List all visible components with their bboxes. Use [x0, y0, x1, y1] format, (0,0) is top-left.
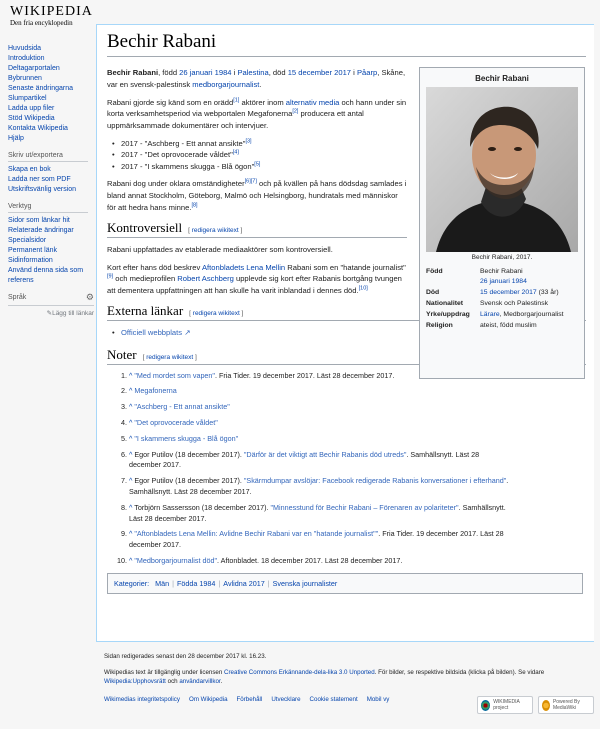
edit-label[interactable]: redigera wikitext — [146, 353, 194, 361]
terms-link[interactable]: användarvillkor — [179, 678, 221, 685]
infobox-label: Religion — [426, 321, 453, 329]
reference-link[interactable]: [10] — [358, 285, 368, 292]
controversy-body — [107, 244, 407, 297]
edit-section-link[interactable]: [ redigera wikitext ] — [142, 353, 197, 361]
section-title: Externa länkar — [107, 303, 184, 319]
list-item — [129, 386, 509, 397]
text-span: , död — [268, 68, 288, 77]
list-item — [129, 503, 509, 525]
sidebar-language-header — [8, 292, 94, 306]
divider: | — [172, 578, 175, 588]
sidebar-item-utskrift[interactable]: Utskriftsvänlig version — [8, 186, 77, 193]
portrait-image[interactable] — [426, 87, 578, 252]
note-link[interactable]: "Aftonbladets Lena Mellin: Avlidne Bechir Rabani var en "hatande journalist"" — [134, 529, 379, 539]
backlink-caret[interactable]: ^ — [129, 402, 135, 412]
list-item — [121, 161, 407, 173]
controversy-paragraph-1: Rabani uppfattades av etablerade mediaaktörer som kontroversiell. — [107, 244, 333, 254]
main-content — [96, 24, 594, 642]
infobox-age: (33 år) — [536, 288, 559, 296]
work-title: 2017 - "Aschberg - Ett annat ansikte" — [121, 138, 246, 148]
sidebar-item-pdf[interactable]: Ladda ner som PDF — [8, 176, 71, 183]
wikimedia-logo-icon — [481, 700, 490, 711]
intro-paragraph — [107, 67, 407, 91]
backlink-caret[interactable]: ^ — [129, 529, 135, 539]
infobox-value: ateist, född muslim — [480, 321, 537, 329]
infobox-label: Född — [426, 267, 443, 275]
death-date-link[interactable]: 15 december 2017 — [287, 68, 352, 77]
birth-date-link[interactable]: 26 januari 1984 — [179, 68, 232, 77]
gear-icon[interactable]: ⚙ — [85, 292, 94, 302]
sidebar-item-specialsidor[interactable]: Specialsidor — [8, 237, 47, 244]
sidebar-item-huvudsida[interactable]: Huvudsida — [8, 45, 42, 52]
section-title: Kontroversiell — [107, 219, 183, 235]
infobox-birth-date-link[interactable]: 26 januari 1984 — [480, 277, 527, 285]
notes-list — [129, 371, 509, 567]
text-span: Wikipedias text är tillgänglig under licensen — [104, 669, 225, 676]
category-link[interactable]: Avlidna 2017 — [223, 578, 265, 588]
note-source: . Fria Tider. 19 december 2017. Läst 28 december 2017. — [129, 529, 504, 550]
note-link[interactable]: "I skammens skugga - Blå ögon" — [134, 433, 239, 443]
sidebar-heading-print[interactable]: Skriv ut/exportera — [8, 152, 88, 162]
footer-link-about[interactable]: Om Wikipedia — [189, 696, 228, 703]
reference-link[interactable]: [4] — [232, 149, 239, 156]
divider: | — [267, 578, 270, 588]
footer-link-disclaimer[interactable]: Förbehåll — [236, 696, 263, 703]
backlink-caret[interactable]: ^ — [129, 370, 135, 380]
external-links-list — [121, 327, 586, 339]
note-link[interactable]: "Medborgarjournalist död" — [134, 555, 217, 565]
footer-badges — [477, 696, 594, 714]
backlink-caret[interactable]: ^ — [129, 386, 135, 396]
list-item — [129, 556, 509, 567]
text-span: , född — [158, 68, 180, 77]
note-link[interactable]: "Därför är det viktigt att Bechir Rabanis död utreds" — [243, 449, 407, 459]
edit-label[interactable]: redigera wikitext — [191, 226, 239, 234]
sidebar-item-skapa-bok[interactable]: Skapa en bok — [8, 166, 51, 173]
note-link[interactable]: "Aschberg - Ett annat ansikte" — [134, 402, 230, 412]
death-place-link[interactable]: Påarp — [356, 68, 378, 77]
logo-subtitle: Den fria encyklopedin — [10, 19, 73, 27]
note-link[interactable]: "Med mordet som vapen" — [134, 370, 215, 380]
work-title: 2017 - "I skammens skugga - Blå ögon" — [121, 161, 255, 171]
list-item — [129, 434, 509, 445]
page-title: Bechir Rabani — [107, 31, 586, 57]
categories-label-link[interactable]: Kategorier: — [114, 578, 150, 588]
edit-section-link[interactable]: [ redigera wikitext ] — [189, 310, 244, 318]
text-span: Rabani gjorde sig känd som en orädd — [107, 97, 234, 107]
sidebar-nav — [8, 44, 96, 144]
controversy-paragraph-2 — [107, 262, 407, 297]
footer-link-cookie[interactable]: Cookie statement — [309, 696, 358, 703]
infobox-value — [478, 287, 580, 298]
infobox-label: Död — [426, 288, 440, 296]
note-author: Egor Putilov (18 december 2017). — [134, 476, 244, 486]
sidebar-item-sidinformation[interactable]: Sidinformation — [8, 257, 53, 264]
text-span: och hann under sin korta verksamhetsperiod via webportalen Megafonerna — [107, 97, 407, 119]
infobox-row-nationalitet — [424, 298, 580, 309]
sidebar-item-kontakta[interactable]: Kontakta Wikipedia — [8, 125, 68, 132]
note-link[interactable]: "Minnesstund för Bechir Rabani – Förenaren av polariteter" — [270, 502, 459, 512]
reference-link[interactable]: [6][7] — [244, 178, 257, 185]
backlink-caret[interactable]: ^ — [129, 476, 135, 486]
reference-link[interactable]: [9] — [107, 273, 114, 280]
works-list — [121, 138, 407, 173]
logo-title: WIKIPEDIA — [10, 4, 93, 19]
infobox-title: Bechir Rabani — [475, 74, 529, 83]
list-item — [121, 149, 407, 161]
badge-label: WIKIMEDIA project — [493, 699, 520, 711]
infobox-caption: Bechir Rabani, 2017. — [471, 254, 533, 261]
infobox-birth-name: Bechir Rabani — [480, 267, 523, 275]
sidebar — [8, 44, 96, 317]
list-item — [129, 402, 509, 413]
infobox-larare-link[interactable]: Lärare — [480, 310, 500, 318]
license-text — [104, 668, 592, 686]
sidebar-heading-language: Språk — [8, 294, 27, 301]
reference-link[interactable]: [8] — [191, 202, 198, 209]
pencil-icon: ✎ — [46, 310, 53, 317]
sidebar-item-deltagarportalen[interactable]: Deltagarportalen — [8, 65, 60, 72]
external-link-icon: ↗ — [182, 328, 191, 338]
infobox-label: Nationalitet — [426, 299, 464, 307]
alternativ-media-link[interactable]: alternativ media — [285, 97, 340, 107]
text-span: och på kvällen på hans dödsdag samlades i bland annat Stockholm, Göteborg, Malmö och Helsingborg, hundratals med människor för att hedra hans minne. — [107, 179, 407, 213]
occupation-link[interactable]: medborgarjournalist — [192, 79, 260, 89]
sidebar-item-permanent-lank[interactable]: Permanent länk — [8, 247, 58, 254]
note-source: . Fria Tider. 19 december 2017. Läst 28 december 2017. — [214, 370, 395, 380]
sidebar-item-ladda-upp-filer[interactable]: Ladda upp filer — [8, 105, 55, 112]
text-span: i — [231, 68, 238, 77]
section-title: Noter — [107, 346, 137, 362]
birth-place-link[interactable]: Palestina — [237, 68, 269, 77]
reference-link[interactable]: [5] — [254, 161, 261, 168]
license-link[interactable]: Creative Commons Erkännande-dela-lika 3.0 Unported — [224, 669, 375, 676]
sidebar-item-lankar-hit[interactable]: Sidor som länkar hit — [8, 217, 70, 224]
sidebar-item-stod-wikipedia[interactable]: Stöd Wikipedia — [8, 115, 55, 122]
backlink-caret[interactable]: ^ — [129, 449, 135, 459]
add-links-label: Lägg till länkar — [52, 310, 94, 317]
note-link[interactable]: Megafonerna — [134, 386, 177, 396]
infobox-row-yrke — [424, 309, 580, 320]
text-span: . För bilder, se respektive bildsida (klicka på bilden). Se vidare — [374, 669, 545, 676]
note-source: . Samhällsnytt. Läst 28 december 2017. — [129, 476, 509, 496]
footer-link-mobile[interactable]: Mobil vy — [366, 696, 390, 703]
badge-label: Powered By MediaWiki — [552, 699, 580, 711]
sidebar-heading-tools[interactable]: Verktyg — [8, 203, 88, 213]
infobox-occupation-extra: , Medborgarjournalist — [499, 310, 564, 318]
list-item — [129, 450, 509, 472]
note-source: . Samhällsnytt. Läst 28 december 2017. — [129, 502, 506, 523]
note-author: Torbjörn Sassersson (18 december 2017). — [134, 502, 271, 512]
reference-link[interactable]: [3] — [245, 138, 252, 145]
list-item — [129, 529, 509, 551]
text-span: Kort efter hans död beskrev — [107, 262, 202, 272]
infobox-value: Svensk och Palestinsk — [480, 299, 549, 307]
last-edited-text: Sidan redigerades senast den 28 december 2017 kl. 16.23. — [104, 653, 267, 660]
infobox-table — [424, 266, 580, 331]
footer-link-developers[interactable]: Utvecklare — [271, 696, 301, 703]
robert-aschberg-link[interactable]: Robert Aschberg — [177, 274, 234, 284]
edit-section-link[interactable]: [ redigera wikitext ] — [188, 226, 243, 234]
add-links-link[interactable] — [8, 309, 94, 317]
sidebar-item-slumpartikel[interactable]: Slumpartikel — [8, 95, 47, 102]
text-span: Rabani som en "hatande journalist" — [285, 262, 406, 272]
text-span: och medieprofilen — [113, 274, 178, 284]
wikimedia-badge[interactable] — [477, 696, 533, 714]
backlink-caret[interactable]: ^ — [129, 555, 135, 565]
lena-mellin-link[interactable]: Aftonbladets Lena Mellin — [201, 262, 286, 272]
reference-link[interactable]: [2] — [292, 108, 299, 115]
infobox-row-dod — [424, 287, 580, 298]
text-span: , Skåne, var en svensk-palestinsk — [107, 68, 406, 89]
category-link[interactable]: Män — [155, 578, 170, 588]
text-span: i — [351, 68, 357, 77]
list-item — [129, 476, 509, 498]
sidebar-item-bybrunnen[interactable]: Bybrunnen — [8, 75, 42, 82]
infobox-death-date-link[interactable]: 15 december 2017 — [480, 288, 537, 296]
official-website-link[interactable]: Officiell webbplats — [121, 328, 183, 338]
note-source: . Aftonbladet. 18 december 2017. Läst 28 december 2017. — [217, 555, 403, 565]
sidebar-item-relaterade[interactable]: Relaterade ändringar — [8, 227, 74, 234]
work-title: 2017 - "Det oprovocerade våldet" — [121, 150, 233, 160]
text-span: . — [220, 678, 223, 685]
mediawiki-badge[interactable] — [538, 696, 594, 714]
note-link[interactable]: "Det oprovocerade våldet" — [134, 417, 218, 427]
note-author: Egor Putilov (18 december 2017). — [134, 449, 244, 459]
list-item — [121, 327, 586, 339]
category-link[interactable]: Födda 1984 — [177, 578, 216, 588]
divider: | — [218, 578, 221, 588]
text-span: producera ett antal uppmärksammade dokumentärer och intervjuer. — [107, 109, 364, 131]
sidebar-item-hjalp[interactable]: Hjälp — [8, 135, 24, 142]
backlink-caret[interactable]: ^ — [129, 433, 135, 443]
backlink-caret[interactable]: ^ — [129, 417, 135, 427]
subject-name: Bechir Rabani — [107, 68, 159, 77]
reference-link[interactable]: [1] — [233, 97, 240, 104]
infobox-value — [478, 266, 580, 287]
category-link[interactable]: Svenska journalister — [272, 578, 338, 588]
sidebar-item-introduktion[interactable]: Introduktion — [8, 55, 45, 62]
infobox-row-fodd — [424, 266, 580, 287]
footer-link-privacy[interactable]: Wikimedias integritetspolicy — [104, 696, 180, 703]
article-body — [107, 67, 407, 214]
text-span: aktörer inom — [239, 97, 286, 107]
paragraph-3 — [107, 178, 407, 213]
list-item — [129, 418, 509, 429]
section-heading-kontroversiell — [107, 220, 407, 238]
mediawiki-logo-icon — [542, 700, 550, 711]
infobox-label: Yrke/uppdrag — [426, 310, 470, 318]
category-box — [107, 573, 583, 594]
copyright-link[interactable]: Wikipedia:Upphovsrätt — [104, 678, 166, 685]
text-span: och — [165, 678, 180, 685]
note-link[interactable]: "Skärmdumpar avslöjar: Facebook redigerade Rabanis konversationer i efterhand" — [243, 476, 507, 486]
text-span: . — [259, 79, 262, 89]
text-span: Rabani dog under oklara omständigheter — [107, 179, 245, 189]
wikipedia-logo[interactable] — [10, 4, 93, 27]
backlink-caret[interactable]: ^ — [129, 502, 135, 512]
text-span: upplevde sig kort efter Rabanis bortgång tvungen att dementera uppfattningen att han skulle ha varit inblandad i dennes död. — [107, 274, 402, 296]
note-source: . Samhällsnytt. Läst 28 december 2017. — [129, 449, 480, 470]
edit-label[interactable]: redigera wikitext — [192, 310, 240, 318]
list-item — [121, 138, 407, 150]
sidebar-item-referens[interactable]: Använd denna sida som referens — [8, 267, 84, 284]
paragraph-2 — [107, 97, 407, 132]
sidebar-item-senaste-andringarna[interactable]: Senaste ändringarna — [8, 85, 73, 92]
infobox-value — [478, 309, 580, 320]
